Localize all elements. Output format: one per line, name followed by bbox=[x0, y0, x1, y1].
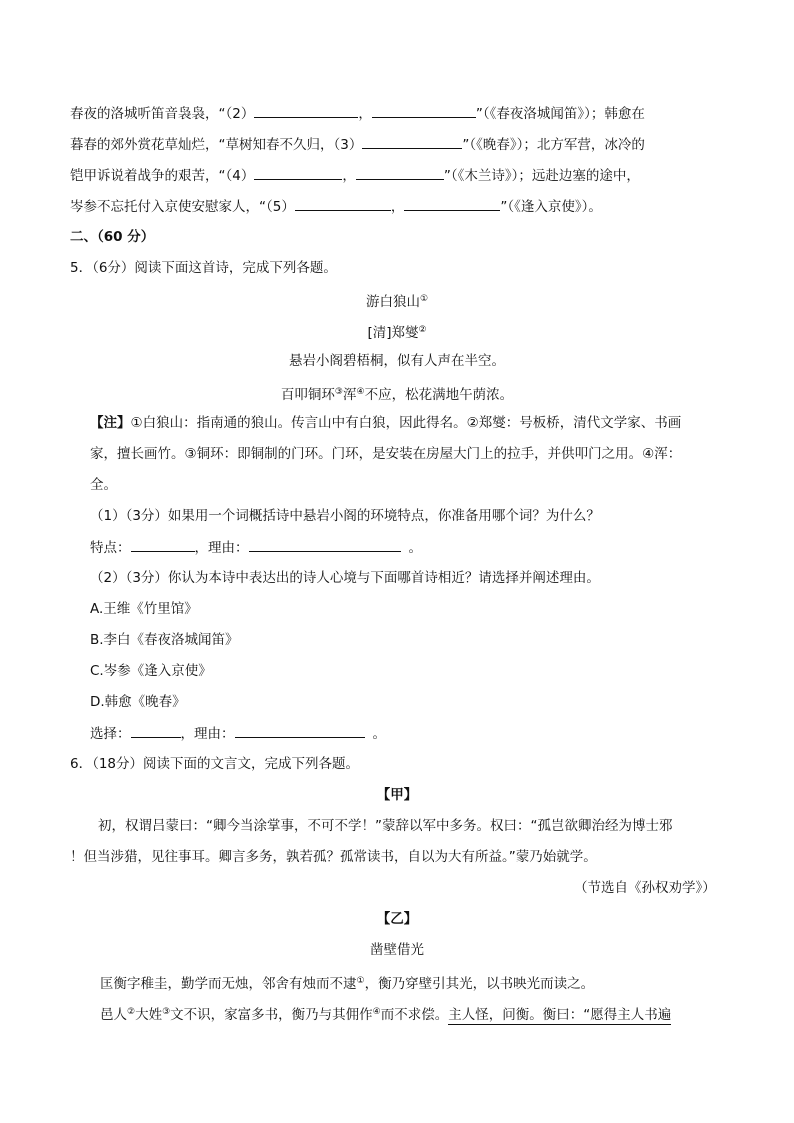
fill-line-2 bbox=[70, 135, 645, 154]
poem-title bbox=[0, 290, 794, 311]
poem-line-2 bbox=[0, 383, 794, 404]
option-a: A.王维《竹里馆》 bbox=[90, 601, 198, 617]
answer-blank-3[interactable] bbox=[362, 135, 462, 149]
sub-question-2: （2）（3分）你认为本诗中表达出的诗人心境与下面哪首诗相近？请选择并阐述理由。 bbox=[90, 570, 600, 586]
fill-text: 铠甲诉说着战争的艰苦，“（4） bbox=[70, 168, 255, 184]
passage-text: 大姓 bbox=[135, 1007, 163, 1023]
fill-line-3 bbox=[70, 166, 640, 185]
answer-label: 选择： bbox=[90, 726, 131, 742]
fill-text: ”（《春夜洛城闻笛》）；韩愈在 bbox=[475, 106, 645, 122]
passage-jia-label: 【甲】 bbox=[376, 787, 418, 803]
fill-text: 岑参不忘托付入京使安慰家人，“（5） bbox=[70, 199, 295, 215]
note-line-2 bbox=[90, 445, 681, 463]
poem-title-text: 游白狼山 bbox=[365, 294, 420, 310]
passage-text: 初，权谓吕蒙曰：“卿今当涂掌事，不可不学！”蒙辞以军中多务。权曰：“孤岂欲卿治经为博士邪 bbox=[98, 818, 673, 834]
footnote-marker: ① bbox=[356, 976, 365, 986]
answer-blank-4b[interactable] bbox=[356, 166, 444, 180]
passage-jia-source: （节选自《孙权劝学》） bbox=[574, 880, 716, 896]
question-5-heading: 5．（6分）阅读下面这首诗，完成下列各题。 bbox=[70, 260, 337, 276]
fill-text: ”（《晚春》）；北方军营，冰冷的 bbox=[462, 137, 645, 153]
footnote-marker: ② bbox=[127, 1007, 136, 1017]
passage-jia-line-2: ！但当涉猎，见往事耳。卿言多务，孰若孤？孤常读书，自以为大有所益。”蒙乃始就学。 bbox=[70, 849, 597, 865]
note-text: 铜环：即铜制的门环。门环，是安装在房屋大门上的拉手，并供叩门之用。 bbox=[196, 446, 643, 462]
footnote-marker: ④ bbox=[356, 387, 365, 397]
note-text: 家，擅长画竹。 bbox=[90, 446, 185, 462]
answer-line-1 bbox=[90, 538, 422, 557]
answer-period: 。 bbox=[372, 726, 386, 742]
note-marker: ② bbox=[466, 415, 479, 431]
answer-period: 。 bbox=[408, 540, 422, 556]
footnote-marker: ④ bbox=[372, 1007, 381, 1017]
passage-text: 文不识，家富多书，衡乃与其佣作 bbox=[170, 1007, 373, 1023]
poem-author-text: [清]郑燮 bbox=[367, 325, 419, 341]
fill-text: 暮春的郊外赏花草灿烂，“草树知春不久归，（3） bbox=[70, 137, 363, 153]
passage-text: 而不求偿。 bbox=[380, 1007, 449, 1023]
passage-text: 邑人 bbox=[100, 1007, 127, 1023]
answer-label: 特点： bbox=[90, 540, 131, 556]
fill-text: ”（《木兰诗》）；远赴边塞的途中， bbox=[443, 168, 640, 184]
choice-blank[interactable] bbox=[131, 724, 181, 738]
footnote-marker: ② bbox=[418, 325, 427, 335]
fill-text: 春夜的洛城听笛音袅袅，“（2） bbox=[70, 106, 255, 122]
underlined-sentence: 主人怪，问衡。衡曰：“愿得主人书遍 bbox=[448, 1007, 672, 1023]
fill-line-4 bbox=[70, 197, 602, 216]
footnote-marker: ③ bbox=[162, 1007, 171, 1017]
feature-blank[interactable] bbox=[131, 538, 195, 552]
answer-blank-5b[interactable] bbox=[404, 197, 500, 211]
answer-blank-2b[interactable] bbox=[372, 104, 476, 118]
poem-line-1: 悬岩小阁碧梧桐，似有人声在半空。 bbox=[289, 353, 505, 369]
fill-line-1 bbox=[70, 104, 645, 123]
section-heading: 二、（60 分） bbox=[70, 229, 155, 245]
fill-text: ， bbox=[358, 106, 372, 122]
passage-jia-line-1 bbox=[90, 817, 672, 835]
option-c: C.岑参《逢入京使》 bbox=[90, 663, 212, 679]
footnote-marker: ① bbox=[419, 294, 429, 304]
note-text: 浑： bbox=[654, 446, 682, 462]
note-line-1 bbox=[90, 414, 681, 432]
answer-blank-5a[interactable] bbox=[295, 197, 391, 211]
note-text: 白狼山：指南通的狼山。传言山中有白狼，因此得名。 bbox=[142, 415, 467, 431]
passage-text: 匡衡字稚圭，勤学而无烛，邻舍有烛而不逮 bbox=[100, 976, 357, 992]
reason-blank[interactable] bbox=[249, 538, 401, 552]
note-label: 【注】 bbox=[90, 415, 131, 431]
option-d: D.韩愈《晚春》 bbox=[90, 694, 186, 710]
note-marker: ① bbox=[130, 415, 143, 431]
poem-author bbox=[0, 321, 794, 342]
footnote-marker: ③ bbox=[334, 387, 343, 397]
sub-question-1: （1）（3分）如果用一个词概括诗中悬岩小阁的环境特点，你准备用哪个词？为什么？ bbox=[90, 508, 600, 524]
passage-yi-title: 凿壁借光 bbox=[370, 942, 424, 958]
passage-yi-label: 【乙】 bbox=[376, 911, 418, 927]
option-b: B.李白《春夜洛城闻笛》 bbox=[90, 632, 239, 648]
poem-text: 百叩铜环 bbox=[280, 387, 335, 403]
poem-text: 不应，松花满地午荫浓。 bbox=[364, 387, 514, 403]
note-text: 郑燮：号板桥，清代文学家、书画 bbox=[478, 415, 682, 431]
note-line-3: 全。 bbox=[90, 477, 117, 493]
reason-blank-2[interactable] bbox=[235, 724, 365, 738]
passage-yi-line-1 bbox=[100, 972, 594, 993]
question-6-heading: 6．（18分）阅读下面的文言文，完成下列各题。 bbox=[70, 756, 360, 772]
fill-text: ， bbox=[342, 168, 356, 184]
note-marker: ③ bbox=[184, 446, 197, 462]
answer-label: ，理由： bbox=[180, 726, 235, 742]
note-marker: ④ bbox=[642, 446, 655, 462]
passage-text: ，衡乃穿壁引其光，以书映光而读之。 bbox=[364, 976, 595, 992]
answer-line-2 bbox=[90, 724, 386, 743]
passage-yi-line-2 bbox=[100, 1003, 671, 1024]
fill-text: ， bbox=[390, 199, 405, 215]
answer-blank-2a[interactable] bbox=[254, 104, 358, 118]
fill-text: ”（《逢入京使》）。 bbox=[500, 199, 602, 215]
poem-text: 浑 bbox=[343, 387, 357, 403]
answer-blank-4a[interactable] bbox=[254, 166, 342, 180]
answer-label: ，理由： bbox=[194, 540, 249, 556]
